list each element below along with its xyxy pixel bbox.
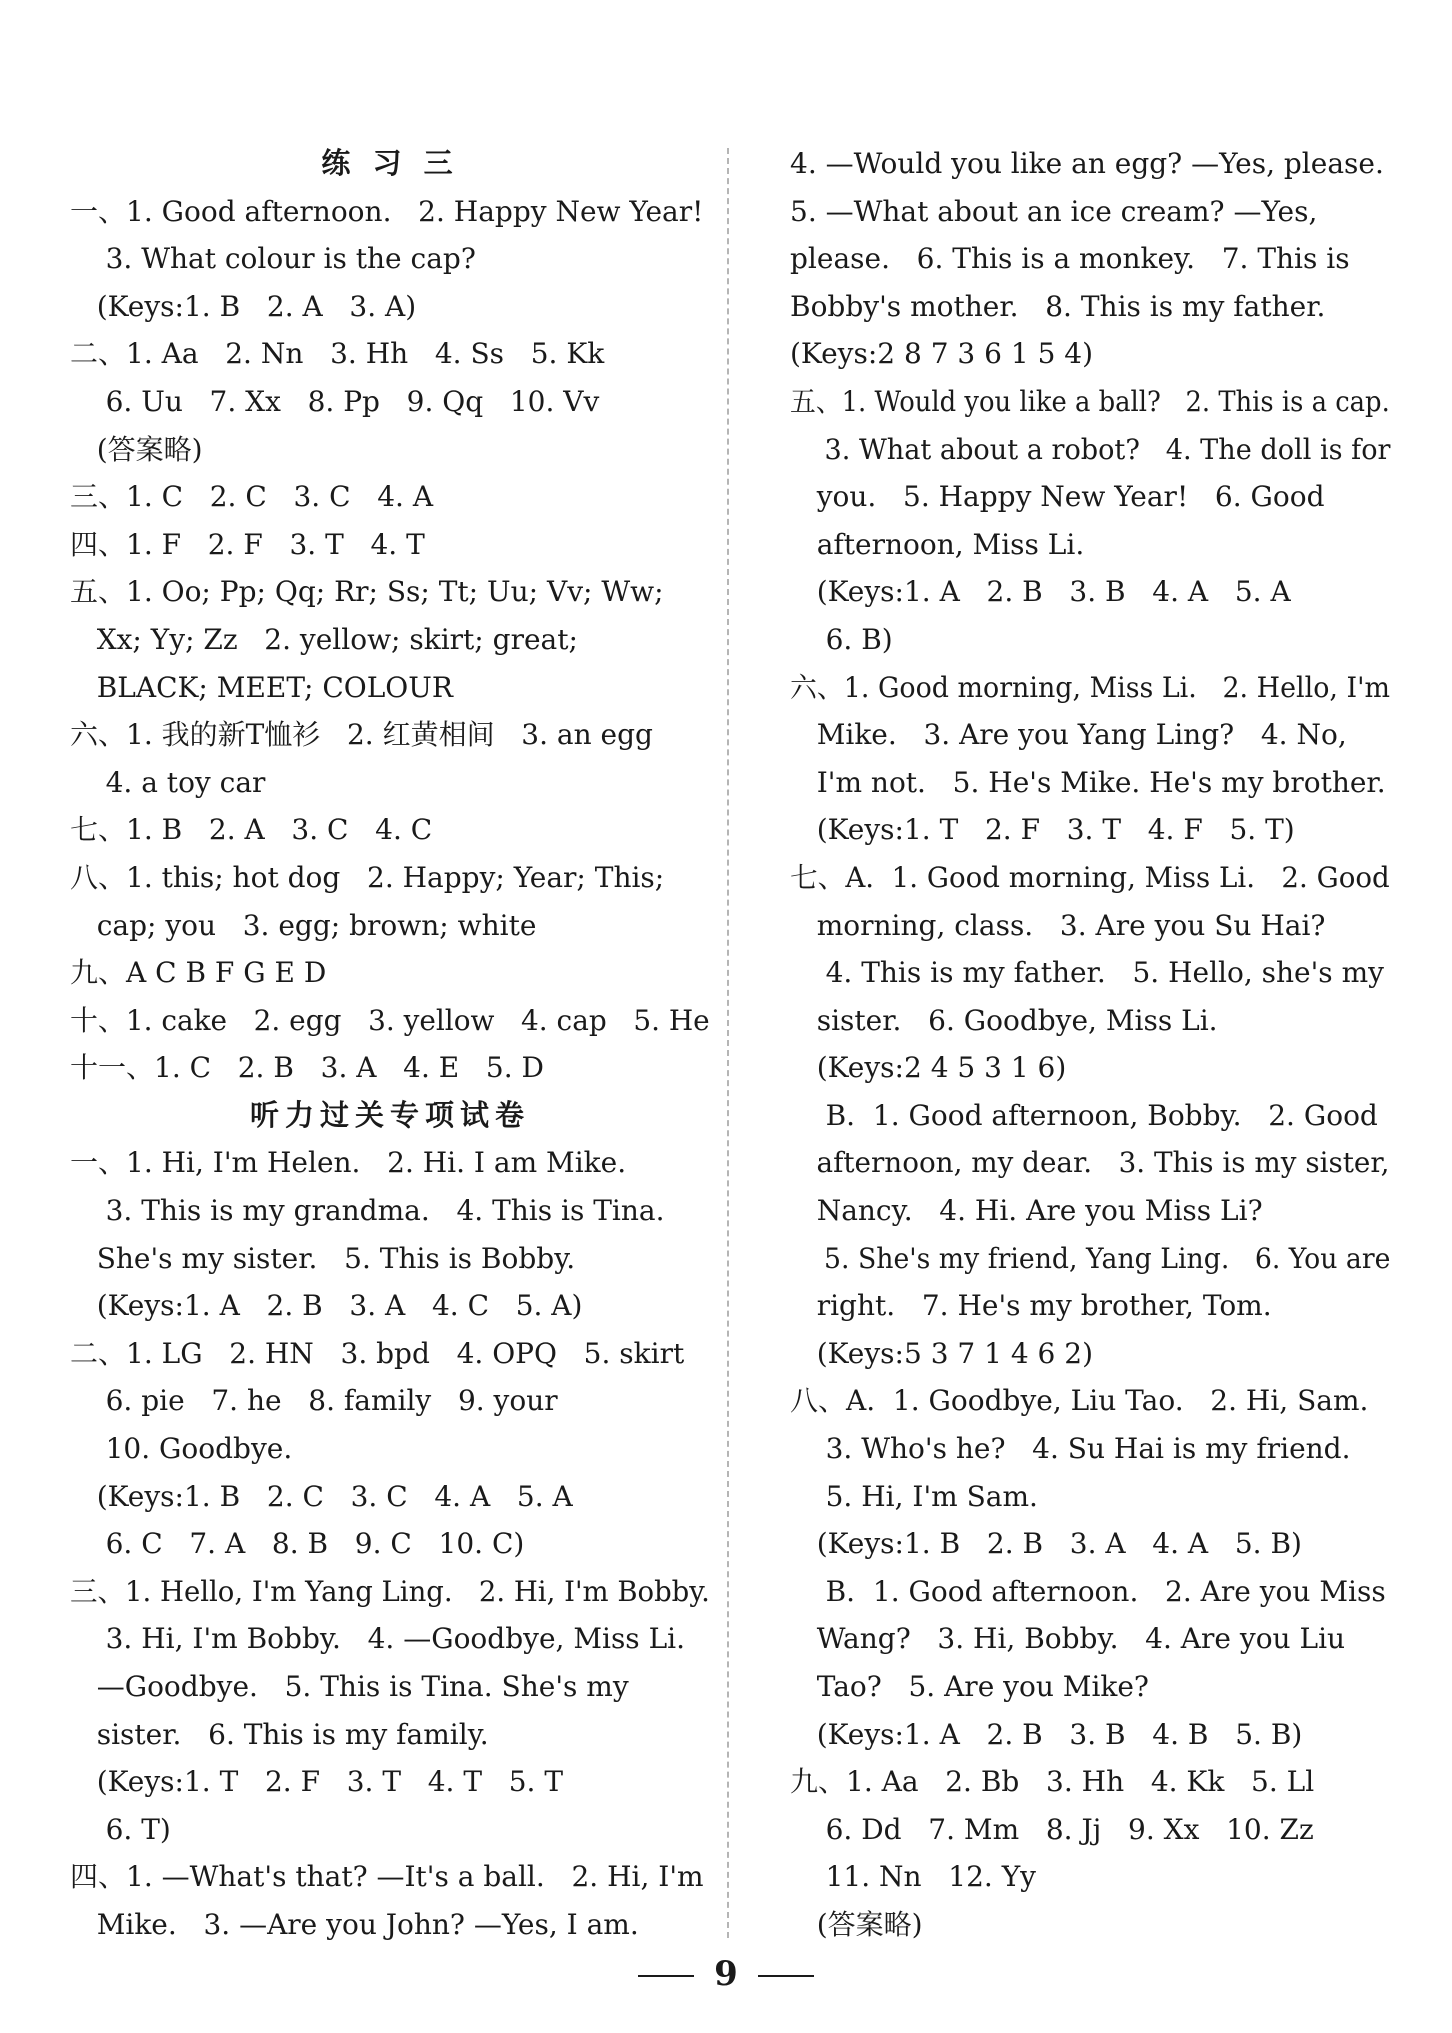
- answer-line: you. 5. Happy New Year! 6. Good: [790, 480, 1325, 514]
- answer-line: cap; you 3. egg; brown; white: [70, 908, 537, 942]
- answer-line: 三、1. C 2. C 3. C 4. A: [70, 480, 434, 514]
- answer-line: I'm not. 5. He's Mike. He's my brother.: [790, 765, 1386, 799]
- answer-line: (Keys:1. T 2. F 3. T 4. F 5. T): [790, 813, 1295, 847]
- answer-line: Xx; Yy; Zz 2. yellow; skirt; great;: [70, 622, 578, 656]
- answer-line: 十、1. cake 2. egg 3. yellow 4. cap 5. He: [70, 1003, 710, 1037]
- answer-line: (Keys:2 8 7 3 6 1 5 4): [790, 337, 1094, 371]
- answer-line: sister. 6. Goodbye, Miss Li.: [790, 1003, 1218, 1037]
- answer-line: morning, class. 3. Are you Su Hai?: [790, 908, 1326, 942]
- page-number-footer: [0, 1954, 1452, 1994]
- answer-line: Bobby's mother. 8. This is my father.: [790, 289, 1326, 323]
- footer-dash-left: [638, 1975, 694, 1977]
- answer-line: 3. This is my grandma. 4. This is Tina.: [70, 1194, 665, 1228]
- answer-line: 三、1. Hello, I'm Yang Ling. 2. Hi, I'm Bobby.: [70, 1574, 710, 1608]
- answer-line: 11. Nn 12. Yy: [790, 1860, 1036, 1894]
- answer-line: She's my sister. 5. This is Bobby.: [70, 1241, 576, 1275]
- answer-line: (Keys:1. T 2. F 3. T 4. T 5. T: [70, 1765, 563, 1799]
- answer-line: —Goodbye. 5. This is Tina. She's my: [70, 1670, 629, 1703]
- answer-line: 九、1. Aa 2. Bb 3. Hh 4. Kk 5. Ll: [790, 1765, 1315, 1799]
- answer-line: BLACK; MEET; COLOUR: [70, 670, 453, 704]
- answer-line: 4. a toy car: [70, 765, 266, 799]
- answer-line: Nancy. 4. Hi. Are you Miss Li?: [790, 1194, 1263, 1228]
- answer-line: Tao? 5. Are you Mike?: [790, 1670, 1149, 1703]
- answer-line: 4. —Would you like an egg? —Yes, please.: [790, 147, 1384, 180]
- answer-line: 6. Dd 7. Mm 8. Jj 9. Xx 10. Zz: [790, 1812, 1314, 1846]
- answer-line: 10. Goodbye.: [70, 1432, 293, 1466]
- answer-line: 五、1. Would you like a ball? 2. This is a cap.: [790, 384, 1390, 418]
- answer-line: afternoon, my dear. 3. This is my sister,: [790, 1146, 1390, 1180]
- answer-line: 6. Uu 7. Xx 8. Pp 9. Qq 10. Vv: [70, 384, 600, 418]
- answer-line: 七、1. B 2. A 3. C 4. C: [70, 813, 433, 847]
- answer-line: 二、1. Aa 2. Nn 3. Hh 4. Ss 5. Kk: [70, 337, 605, 371]
- answer-line: 5. Hi, I'm Sam.: [790, 1479, 1038, 1513]
- answer-line: (Keys:1. A 2. B 3. B 4. A 5. A: [790, 575, 1291, 609]
- answer-line: 五、1. Oo; Pp; Qq; Rr; Ss; Tt; Uu; Vv; Ww;: [70, 575, 664, 609]
- answer-line: Wang? 3. Hi, Bobby. 4. Are you Liu: [790, 1622, 1346, 1656]
- answer-line: 3. Who's he? 4. Su Hai is my friend.: [790, 1432, 1351, 1466]
- answer-line: Mike. 3. —Are you John? —Yes, I am.: [70, 1907, 639, 1941]
- answer-line: 3. Hi, I'm Bobby. 4. —Goodbye, Miss Li.: [70, 1622, 686, 1656]
- answer-line: 四、1. F 2. F 3. T 4. T: [70, 527, 425, 561]
- left-column: [70, 140, 710, 1949]
- answer-line: 6. C 7. A 8. B 9. C 10. C): [70, 1527, 525, 1561]
- answer-line: 一、1. Hi, I'm Helen. 2. Hi. I am Mike.: [70, 1146, 627, 1180]
- answer-line: 3. What about a robot? 4. The doll is for: [790, 432, 1391, 466]
- answer-line: (Keys:1. A 2. B 3. B 4. B 5. B): [790, 1717, 1303, 1751]
- answer-line: 6. T): [70, 1812, 171, 1846]
- answer-line: 六、1. Good morning, Miss Li. 2. Hello, I'm: [790, 670, 1390, 704]
- column-divider: [727, 148, 729, 1938]
- answer-line: 九、A C B F G E D: [70, 956, 327, 990]
- answer-line: sister. 6. This is my family.: [70, 1717, 489, 1751]
- section-title: 听力过关专项试卷: [249, 1097, 530, 1132]
- answer-line: B. 1. Good afternoon. 2. Are you Miss: [790, 1574, 1386, 1608]
- answer-line: 3. What colour is the cap?: [70, 242, 476, 276]
- answer-line: (答案略): [790, 1907, 923, 1941]
- answer-line: afternoon, Miss Li.: [790, 527, 1085, 561]
- answer-line: right. 7. He's my brother, Tom.: [790, 1289, 1272, 1323]
- answer-line: (Keys:2 4 5 3 1 6): [790, 1051, 1067, 1085]
- answer-line: (Keys:1. B 2. C 3. C 4. A 5. A: [70, 1479, 573, 1513]
- answer-line: 6. B): [790, 622, 893, 656]
- answer-line: 六、1. 我的新T恤衫 2. 红黄相间 3. an egg: [70, 718, 653, 752]
- answer-line: 四、1. —What's that? —It's a ball. 2. Hi, I'm: [70, 1860, 704, 1894]
- answer-line: B. 1. Good afternoon, Bobby. 2. Good: [790, 1098, 1378, 1132]
- answer-line: 十一、1. C 2. B 3. A 4. E 5. D: [70, 1051, 544, 1085]
- answer-line: 5. She's my friend, Yang Ling. 6. You are: [790, 1241, 1391, 1275]
- answer-line: please. 6. This is a monkey. 7. This is: [790, 242, 1350, 276]
- footer-dash-right: [758, 1975, 814, 1977]
- answer-line: (答案略): [70, 432, 203, 466]
- answer-line: Mike. 3. Are you Yang Ling? 4. No,: [790, 718, 1347, 752]
- answer-line: 5. —What about an ice cream? —Yes,: [790, 194, 1318, 228]
- page-number: 9: [714, 1954, 738, 1994]
- answer-line: 七、A. 1. Good morning, Miss Li. 2. Good: [790, 860, 1390, 894]
- answer-line: 二、1. LG 2. HN 3. bpd 4. OPQ 5. skirt: [70, 1336, 685, 1370]
- answer-line: 4. This is my father. 5. Hello, she's my: [790, 956, 1384, 990]
- answer-line: 八、1. this; hot dog 2. Happy; Year; This;: [70, 860, 665, 894]
- answer-line: 八、A. 1. Goodbye, Liu Tao. 2. Hi, Sam.: [790, 1384, 1369, 1418]
- answer-line: (Keys:1. B 2. B 3. A 4. A 5. B): [790, 1527, 1302, 1561]
- right-column: [790, 140, 1390, 1949]
- answer-line: (Keys:1. B 2. A 3. A): [70, 289, 417, 323]
- answer-line: (Keys:1. A 2. B 3. A 4. C 5. A): [70, 1289, 583, 1323]
- answer-line: 6. pie 7. he 8. family 9. your: [70, 1384, 558, 1418]
- answer-line: 一、1. Good afternoon. 2. Happy New Year!: [70, 194, 704, 228]
- section-title: 练 习 三: [321, 146, 459, 180]
- answer-line: (Keys:5 3 7 1 4 6 2): [790, 1336, 1094, 1370]
